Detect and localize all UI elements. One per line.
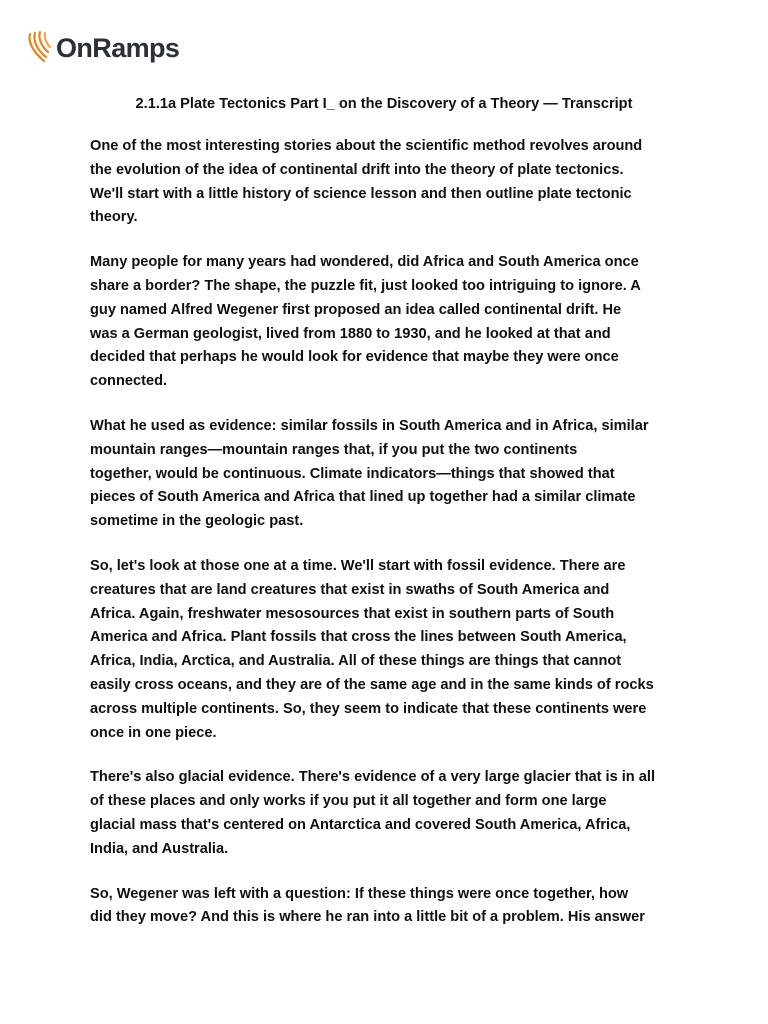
- text-line: America and Africa. Plant fossils that cross the lines between South America,: [90, 629, 627, 646]
- text-line: We'll start with a little history of science lesson and then outline plate tectonic: [90, 185, 632, 202]
- paragraph-3: [90, 415, 690, 534]
- brand-name: OnRamps: [56, 33, 180, 63]
- paragraph-1: [90, 135, 690, 230]
- text-line: pieces of South America and Africa that lined up together had a similar climate: [90, 489, 636, 506]
- text-line: India, and Australia.: [90, 840, 229, 857]
- document-title: 2.1.1a Plate Tectonics Part I_ on the Discovery of a Theory — Transcript: [135, 96, 633, 112]
- text-line: together, would be continuous. Climate indicators—things that showed that: [90, 465, 615, 482]
- text-line: mountain ranges—mountain ranges that, if you put the two continents: [90, 441, 578, 458]
- text-line: of these places and only works if you put it all together and form one large: [90, 793, 607, 810]
- text-line: across multiple continents. So, they seem to indicate that these continents were: [90, 700, 647, 717]
- paragraph-6: [90, 883, 690, 931]
- text-line: share a border? The shape, the puzzle fit, just looked too intriguing to ignore. A: [90, 277, 641, 294]
- text-line: creatures that are land creatures that exist in swaths of South America and: [90, 581, 610, 598]
- transcript-body: [90, 135, 690, 951]
- text-line: Africa, India, Arctica, and Australia. All of these things are things that cannot: [90, 653, 622, 670]
- text-line: One of the most interesting stories about the scientific method revolves around: [90, 138, 643, 154]
- paragraph-5: [90, 766, 690, 861]
- text-line: Many people for many years had wondered, did Africa and South America once: [90, 254, 639, 271]
- text-line: guy named Alfred Wegener first proposed an idea called continental drift. He: [90, 301, 622, 318]
- text-line: did they move? And this is where he ran into a little bit of a problem. His answer: [90, 909, 645, 926]
- onramps-swoosh-icon: [24, 31, 54, 65]
- text-line: easily cross oceans, and they are of the same age and in the same kinds of rocks: [90, 676, 654, 693]
- text-line: the evolution of the idea of continental drift into the theory of plate tectonics.: [90, 161, 624, 178]
- paragraph-4: [90, 555, 690, 745]
- text-line: So, Wegener was left with a question: If these things were once together, how: [90, 885, 629, 902]
- text-line: sometime in the geologic past.: [90, 513, 304, 530]
- brand-logo: [24, 28, 179, 68]
- text-line: theory.: [90, 209, 138, 226]
- text-line: There's also glacial evidence. There's evidence of a very large glacier that is in all: [90, 769, 656, 786]
- text-line: connected.: [90, 373, 168, 390]
- text-line: What he used as evidence: similar fossils in South America and in Africa, similar: [90, 417, 649, 434]
- text-line: once in one piece.: [90, 724, 217, 741]
- text-line: So, let's look at those one at a time. We'll start with fossil evidence. There are: [90, 557, 626, 574]
- text-line: decided that perhaps he would look for evidence that maybe they were once: [90, 349, 619, 366]
- text-line: Africa. Again, freshwater mesosources that exist in southern parts of South: [90, 605, 615, 622]
- text-line: glacial mass that's centered on Antarctica and covered South America, Africa,: [90, 816, 631, 833]
- paragraph-2: [90, 251, 690, 394]
- text-line: was a German geologist, lived from 1880 to 1930, and he looked at that and: [90, 325, 611, 342]
